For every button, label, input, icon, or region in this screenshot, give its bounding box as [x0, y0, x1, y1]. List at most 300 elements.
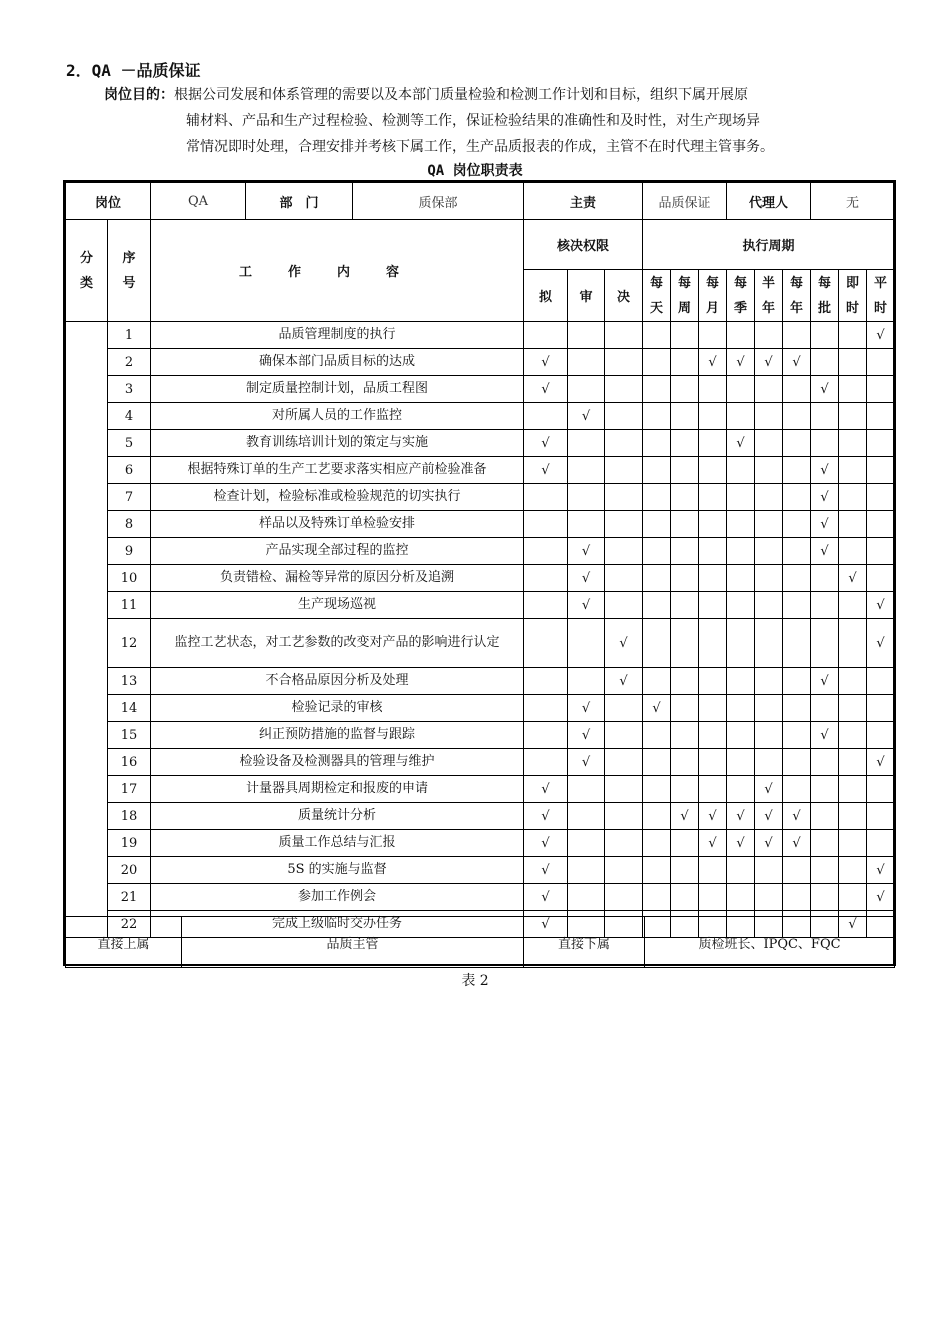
authority-check-cell	[568, 668, 605, 695]
period-check-cell: √	[839, 911, 867, 938]
period-check-cell	[811, 749, 839, 776]
period-check-cell	[671, 592, 699, 619]
period-check-cell	[755, 322, 783, 349]
authority-check-cell	[524, 403, 568, 430]
table-row	[66, 884, 895, 911]
position-value: QA	[151, 183, 246, 220]
authority-check-cell	[524, 668, 568, 695]
period-check-cell	[839, 668, 867, 695]
period-header: 执行周期	[643, 220, 895, 270]
period-check-cell	[867, 511, 895, 538]
period-check-cell	[811, 349, 839, 376]
period-check-cell: √	[727, 349, 755, 376]
authority-check-cell	[605, 322, 643, 349]
row-number: 16	[108, 749, 151, 776]
row-number: 6	[108, 457, 151, 484]
period-check-cell	[839, 830, 867, 857]
period-check-cell	[671, 565, 699, 592]
period-col-text: 每年	[790, 275, 804, 316]
work-item-text: 检验记录的审核	[151, 695, 524, 722]
authority-check-cell	[568, 857, 605, 884]
main-duty-label: 主责	[524, 183, 643, 220]
period-check-cell	[699, 538, 727, 565]
table-row	[66, 830, 895, 857]
authority-check-cell	[524, 484, 568, 511]
period-check-cell	[699, 776, 727, 803]
period-col	[699, 270, 727, 322]
auth-col-draft: 拟	[524, 270, 568, 322]
duty-rows	[66, 322, 895, 938]
period-check-cell	[671, 749, 699, 776]
period-check-cell	[811, 592, 839, 619]
period-check-cell: √	[783, 349, 811, 376]
authority-check-cell	[524, 749, 568, 776]
period-check-cell	[811, 619, 839, 668]
period-check-cell	[755, 857, 783, 884]
period-check-cell	[727, 695, 755, 722]
period-check-cell	[755, 457, 783, 484]
period-check-cell	[643, 430, 671, 457]
period-check-cell	[867, 803, 895, 830]
period-check-cell	[643, 884, 671, 911]
purpose-line-2: 辅材料、产品和生产过程检验、检测等工作，保证检验结果的准确性和及时性，对生产现场异	[186, 113, 760, 129]
authority-check-cell	[568, 349, 605, 376]
authority-header: 核决权限	[524, 220, 643, 270]
period-check-cell	[699, 619, 727, 668]
period-check-cell	[699, 884, 727, 911]
period-col-text: 每批	[818, 275, 832, 316]
period-check-cell	[839, 376, 867, 403]
period-check-cell	[867, 484, 895, 511]
work-item-text: 检验设备及检测器具的管理与维护	[151, 749, 524, 776]
period-check-cell	[839, 776, 867, 803]
table-header-row	[66, 183, 895, 220]
subordinate-label: 直接下属	[524, 917, 645, 968]
period-check-cell	[755, 511, 783, 538]
period-check-cell: √	[811, 668, 839, 695]
authority-check-cell	[568, 619, 605, 668]
work-item-text: 负责错检、漏检等异常的原因分析及追溯	[151, 565, 524, 592]
agent-value: 无	[811, 183, 895, 220]
authority-check-cell	[524, 322, 568, 349]
period-col-text: 每季	[734, 275, 748, 316]
authority-check-cell: √	[568, 749, 605, 776]
authority-check-cell: √	[524, 884, 568, 911]
authority-check-cell	[605, 484, 643, 511]
row-number: 18	[108, 803, 151, 830]
period-check-cell	[839, 619, 867, 668]
period-check-cell	[727, 668, 755, 695]
purpose-line-3: 常情况即时处理，合理安排并考核下属工作，生产品质报表的作成，主管不在时代理主管事务。	[186, 139, 774, 155]
row-number: 21	[108, 884, 151, 911]
category-header-text: 分类	[79, 250, 93, 291]
period-check-cell	[671, 376, 699, 403]
row-number: 17	[108, 776, 151, 803]
period-check-cell	[867, 565, 895, 592]
period-check-cell	[811, 565, 839, 592]
row-number: 7	[108, 484, 151, 511]
work-item-text: 制定质量控制计划，品质工程图	[151, 376, 524, 403]
row-number: 9	[108, 538, 151, 565]
period-check-cell: √	[727, 830, 755, 857]
work-content-header: 工作内容	[151, 220, 524, 322]
period-check-cell	[727, 403, 755, 430]
period-check-cell: √	[867, 857, 895, 884]
period-check-cell	[783, 565, 811, 592]
period-check-cell	[643, 776, 671, 803]
authority-check-cell	[605, 349, 643, 376]
table-row	[66, 565, 895, 592]
period-check-cell	[755, 722, 783, 749]
period-check-cell	[811, 322, 839, 349]
work-item-text: 检查计划，检验标准或检验规范的切实执行	[151, 484, 524, 511]
period-check-cell	[783, 695, 811, 722]
row-number: 15	[108, 722, 151, 749]
period-check-cell: √	[867, 749, 895, 776]
table-row	[66, 322, 895, 349]
authority-check-cell: √	[568, 403, 605, 430]
period-check-cell	[643, 592, 671, 619]
period-check-cell	[783, 592, 811, 619]
work-item-text: 质量工作总结与汇报	[151, 830, 524, 857]
period-check-cell	[867, 403, 895, 430]
period-check-cell	[643, 722, 671, 749]
period-check-cell	[727, 722, 755, 749]
period-col	[755, 270, 783, 322]
authority-check-cell	[605, 511, 643, 538]
period-check-cell	[643, 857, 671, 884]
authority-check-cell: √	[524, 376, 568, 403]
period-check-cell	[839, 884, 867, 911]
period-check-cell	[755, 538, 783, 565]
seq-header	[108, 220, 151, 322]
table-row	[66, 511, 895, 538]
work-item-text: 不合格品原因分析及处理	[151, 668, 524, 695]
period-check-cell	[755, 619, 783, 668]
authority-check-cell	[568, 884, 605, 911]
authority-check-cell: √	[605, 668, 643, 695]
period-check-cell	[671, 349, 699, 376]
work-item-text: 教育训练培训计划的策定与实施	[151, 430, 524, 457]
period-check-cell	[671, 857, 699, 884]
period-check-cell	[839, 430, 867, 457]
period-check-cell	[811, 830, 839, 857]
authority-check-cell	[605, 565, 643, 592]
authority-check-cell	[568, 430, 605, 457]
period-check-cell	[811, 803, 839, 830]
authority-check-cell: √	[524, 776, 568, 803]
period-check-cell	[699, 403, 727, 430]
table-row	[66, 749, 895, 776]
authority-check-cell	[568, 803, 605, 830]
category-cell	[66, 322, 108, 938]
period-check-cell	[671, 457, 699, 484]
period-check-cell	[643, 322, 671, 349]
period-check-cell: √	[839, 565, 867, 592]
period-check-cell: √	[699, 803, 727, 830]
period-check-cell	[811, 695, 839, 722]
auth-col-review: 审	[568, 270, 605, 322]
period-check-cell	[671, 484, 699, 511]
work-item-text: 5S 的实施与监督	[151, 857, 524, 884]
row-number: 5	[108, 430, 151, 457]
period-check-cell	[755, 884, 783, 911]
period-check-cell	[839, 857, 867, 884]
period-check-cell	[671, 403, 699, 430]
period-check-cell	[783, 322, 811, 349]
row-number: 2	[108, 349, 151, 376]
period-check-cell	[811, 776, 839, 803]
period-check-cell	[699, 857, 727, 884]
period-check-cell	[727, 857, 755, 884]
period-check-cell	[671, 538, 699, 565]
period-check-cell	[671, 511, 699, 538]
period-check-cell	[699, 749, 727, 776]
period-check-cell: √	[755, 776, 783, 803]
table-row	[66, 538, 895, 565]
period-check-cell	[699, 457, 727, 484]
period-check-cell	[727, 511, 755, 538]
period-check-cell	[643, 403, 671, 430]
row-number: 4	[108, 403, 151, 430]
authority-check-cell	[524, 565, 568, 592]
work-item-text: 参加工作例会	[151, 884, 524, 911]
authority-check-cell	[605, 722, 643, 749]
work-item-text: 品质管理制度的执行	[151, 322, 524, 349]
period-col-text: 即时	[846, 275, 860, 316]
purpose-line-1	[104, 82, 894, 108]
period-check-cell	[783, 403, 811, 430]
period-check-cell	[727, 376, 755, 403]
period-check-cell	[671, 830, 699, 857]
period-check-cell	[867, 695, 895, 722]
purpose-label: 岗位目的：	[104, 87, 174, 103]
table-row	[66, 857, 895, 884]
period-col	[811, 270, 839, 322]
period-check-cell	[839, 695, 867, 722]
authority-check-cell: √	[568, 722, 605, 749]
authority-check-cell: √	[605, 619, 643, 668]
authority-check-cell: √	[568, 695, 605, 722]
period-check-cell	[643, 830, 671, 857]
period-check-cell: √	[867, 884, 895, 911]
period-check-cell	[839, 722, 867, 749]
period-check-cell	[699, 668, 727, 695]
period-check-cell	[839, 803, 867, 830]
row-number: 11	[108, 592, 151, 619]
period-check-cell	[671, 776, 699, 803]
work-item-text: 纠正预防措施的监督与跟踪	[151, 722, 524, 749]
period-check-cell	[755, 668, 783, 695]
row-number: 20	[108, 857, 151, 884]
table-row	[66, 668, 895, 695]
period-check-cell: √	[811, 376, 839, 403]
row-number: 10	[108, 565, 151, 592]
period-check-cell	[783, 538, 811, 565]
authority-check-cell	[524, 619, 568, 668]
authority-check-cell	[605, 776, 643, 803]
authority-check-cell	[605, 376, 643, 403]
authority-check-cell	[524, 722, 568, 749]
period-check-cell	[755, 592, 783, 619]
period-col-text: 半年	[762, 275, 776, 316]
period-check-cell: √	[783, 803, 811, 830]
period-check-cell	[699, 695, 727, 722]
period-check-cell	[755, 403, 783, 430]
period-check-cell	[755, 565, 783, 592]
footer-row	[66, 917, 895, 968]
dept-value: 质保部	[353, 183, 524, 220]
period-check-cell	[783, 668, 811, 695]
superior-value: 品质主管	[182, 917, 524, 968]
main-duty-value: 品质保证	[643, 183, 727, 220]
work-item-text: 质量统计分析	[151, 803, 524, 830]
period-check-cell: √	[811, 722, 839, 749]
row-number: 14	[108, 695, 151, 722]
period-check-cell	[867, 349, 895, 376]
authority-check-cell	[568, 511, 605, 538]
period-check-cell: √	[755, 349, 783, 376]
period-check-cell	[671, 884, 699, 911]
period-check-cell: √	[671, 803, 699, 830]
authority-check-cell	[568, 322, 605, 349]
period-check-cell	[811, 430, 839, 457]
period-check-cell	[727, 884, 755, 911]
period-check-cell: √	[867, 322, 895, 349]
table-title: QA 岗位职责表	[427, 163, 523, 179]
period-check-cell	[671, 695, 699, 722]
period-check-cell	[671, 322, 699, 349]
authority-check-cell	[524, 592, 568, 619]
work-item-text: 计量器具周期检定和报废的申请	[151, 776, 524, 803]
period-check-cell	[643, 565, 671, 592]
auth-col-approve: 决	[605, 270, 643, 322]
period-check-cell	[643, 457, 671, 484]
period-check-cell	[727, 749, 755, 776]
period-check-cell	[727, 484, 755, 511]
period-col-text: 平时	[874, 275, 888, 316]
period-check-cell	[867, 830, 895, 857]
period-check-cell	[699, 376, 727, 403]
period-check-cell	[755, 376, 783, 403]
period-check-cell	[867, 457, 895, 484]
period-check-cell	[783, 776, 811, 803]
table-row	[66, 457, 895, 484]
period-check-cell	[867, 776, 895, 803]
period-check-cell	[755, 430, 783, 457]
period-col	[671, 270, 699, 322]
period-check-cell	[699, 565, 727, 592]
period-check-cell	[699, 511, 727, 538]
period-check-cell	[867, 376, 895, 403]
period-check-cell	[783, 511, 811, 538]
period-check-cell: √	[783, 830, 811, 857]
period-check-cell	[727, 565, 755, 592]
duty-table	[65, 182, 895, 938]
period-check-cell	[867, 430, 895, 457]
period-check-cell	[755, 749, 783, 776]
period-check-cell	[643, 668, 671, 695]
period-check-cell	[811, 857, 839, 884]
work-item-text: 样品以及特殊订单检验安排	[151, 511, 524, 538]
footer-table	[65, 916, 895, 968]
period-check-cell	[783, 619, 811, 668]
period-check-cell	[671, 430, 699, 457]
table-caption: 表 2	[461, 973, 489, 989]
authority-check-cell	[568, 830, 605, 857]
period-check-cell: √	[867, 619, 895, 668]
period-check-cell	[839, 592, 867, 619]
period-check-cell	[811, 403, 839, 430]
dept-label: 部 门	[246, 183, 353, 220]
work-item-text: 根据特殊订单的生产工艺要求落实相应产前检验准备	[151, 457, 524, 484]
authority-check-cell	[605, 803, 643, 830]
authority-check-cell	[605, 830, 643, 857]
authority-check-cell: √	[524, 803, 568, 830]
period-check-cell	[643, 376, 671, 403]
period-check-cell	[643, 803, 671, 830]
authority-check-cell: √	[568, 565, 605, 592]
work-item-text: 生产现场巡视	[151, 592, 524, 619]
period-check-cell: √	[867, 592, 895, 619]
period-check-cell	[727, 457, 755, 484]
agent-label: 代理人	[727, 183, 811, 220]
period-check-cell: √	[811, 538, 839, 565]
period-col-text: 每天	[650, 275, 664, 316]
authority-check-cell	[524, 538, 568, 565]
period-check-cell	[839, 538, 867, 565]
row-number: 12	[108, 619, 151, 668]
period-check-cell	[755, 695, 783, 722]
authority-check-cell	[524, 695, 568, 722]
authority-check-cell: √	[524, 911, 568, 938]
authority-check-cell: √	[524, 830, 568, 857]
work-item-text: 完成上级临时交办任务	[151, 911, 524, 938]
table-row	[66, 349, 895, 376]
period-col-text: 每周	[678, 275, 692, 316]
period-check-cell	[783, 430, 811, 457]
authority-check-cell	[605, 749, 643, 776]
table-row	[66, 484, 895, 511]
period-check-cell: √	[811, 511, 839, 538]
period-check-cell	[643, 619, 671, 668]
period-check-cell	[867, 538, 895, 565]
authority-check-cell: √	[524, 457, 568, 484]
section-heading: 2．QA －品质保证	[66, 61, 201, 80]
authority-check-cell	[568, 457, 605, 484]
subordinate-value: 质检班长、IPQC、FQC	[645, 917, 895, 968]
period-check-cell	[783, 749, 811, 776]
authority-check-cell	[605, 592, 643, 619]
period-check-cell: √	[727, 430, 755, 457]
authority-check-cell	[568, 376, 605, 403]
period-check-cell	[643, 538, 671, 565]
row-number: 19	[108, 830, 151, 857]
purpose-paragraph	[104, 82, 894, 160]
table-row	[66, 430, 895, 457]
period-check-cell	[699, 484, 727, 511]
authority-check-cell	[605, 430, 643, 457]
period-col	[643, 270, 671, 322]
period-check-cell	[867, 722, 895, 749]
period-check-cell	[811, 884, 839, 911]
period-check-cell	[727, 538, 755, 565]
period-check-cell: √	[811, 484, 839, 511]
period-check-cell: √	[727, 803, 755, 830]
authority-check-cell	[605, 538, 643, 565]
period-check-cell: √	[755, 803, 783, 830]
table-row	[66, 592, 895, 619]
